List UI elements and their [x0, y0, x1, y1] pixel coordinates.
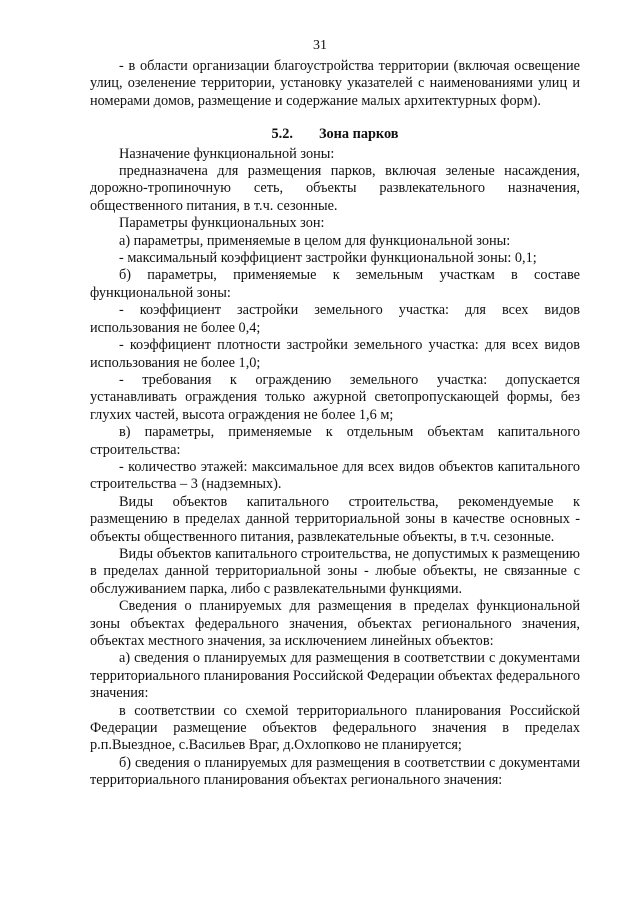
paragraph: - количество этажей: максимальное для всех видов объектов капитального строительства – 3 (надземных). [90, 458, 580, 493]
paragraph: а) сведения о планируемых для размещения в соответствии с документами территориального планирования Российской Федерации объектах федерального значения: [90, 650, 580, 702]
section-heading [90, 126, 580, 143]
paragraph: в соответствии со схемой территориального планирования Российской Федерации размещение объектов федерального значения в пределах р.п.Выездное, с.Васильев Враг, д.Охлопково не планируется; [90, 702, 580, 754]
paragraph: Назначение функциональной зоны: [119, 145, 335, 162]
paragraph: Параметры функциональных зон: [119, 215, 325, 232]
section-number: 5.2. [271, 126, 293, 143]
paragraph: Виды объектов капитального строительства, рекомендуемые к размещению в пределах данной территориальной зоны в качестве основных - объекты общественного питания, развлекательные объекты, в т.ч. сезонные. [90, 493, 580, 545]
paragraph: Виды объектов капитального строительства, не допустимых к размещению в пределах данной территориальной зоны - любые объекты, не связанные с обслуживанием парка, либо с развлекательными функциями. [90, 545, 580, 597]
intro-paragraph: - в области организации благоустройства территории (включая освещение улиц, озеленение территории, установку указателей с наименованиями улиц и номерами домов, размещение и содержание малых архитектурных форм). [90, 58, 580, 109]
section-title: Зона парков [318, 126, 399, 143]
page-number: 31 [313, 38, 327, 53]
paragraph: в) параметры, применяемые к отдельным объектам капитального строительства: [90, 424, 580, 458]
paragraph: б) параметры, применяемые к земельным участкам в составе функциональной зоны: [90, 267, 580, 301]
paragraph: - максимальный коэффициент застройки функциональной зоны: 0,1; [119, 250, 537, 267]
page-content [90, 58, 580, 790]
paragraph: предназначена для размещения парков, включая зеленые насаждения, дорожно-тропиночную сеть, объекты развлекательного назначения, общественного питания, в т.ч. сезонные. [90, 163, 580, 214]
paragraph: Сведения о планируемых для размещения в пределах функциональной зоны объектах федерального значения, объектах регионального значения, объектах местного значения, за исключением линейных объектов: [90, 598, 580, 649]
paragraph: - требования к ограждению земельного участка: допускается устанавливать ограждения только ажурной светопропускающей формы, без глухих частей, высота ограждения не более 1,6 м; [90, 371, 580, 423]
paragraph: б) сведения о планируемых для размещения в соответствии с документами территориального планирования объектах регионального значения: [90, 754, 580, 789]
paragraph: а) параметры, применяемые в целом для функциональной зоны: [119, 232, 511, 249]
paragraph: - коэффициент застройки земельного участка: для всех видов использования не более 0,4; [90, 302, 580, 336]
paragraph: - коэффициент плотности застройки земельного участка: для всех видов использования не более 1,0; [90, 337, 580, 371]
